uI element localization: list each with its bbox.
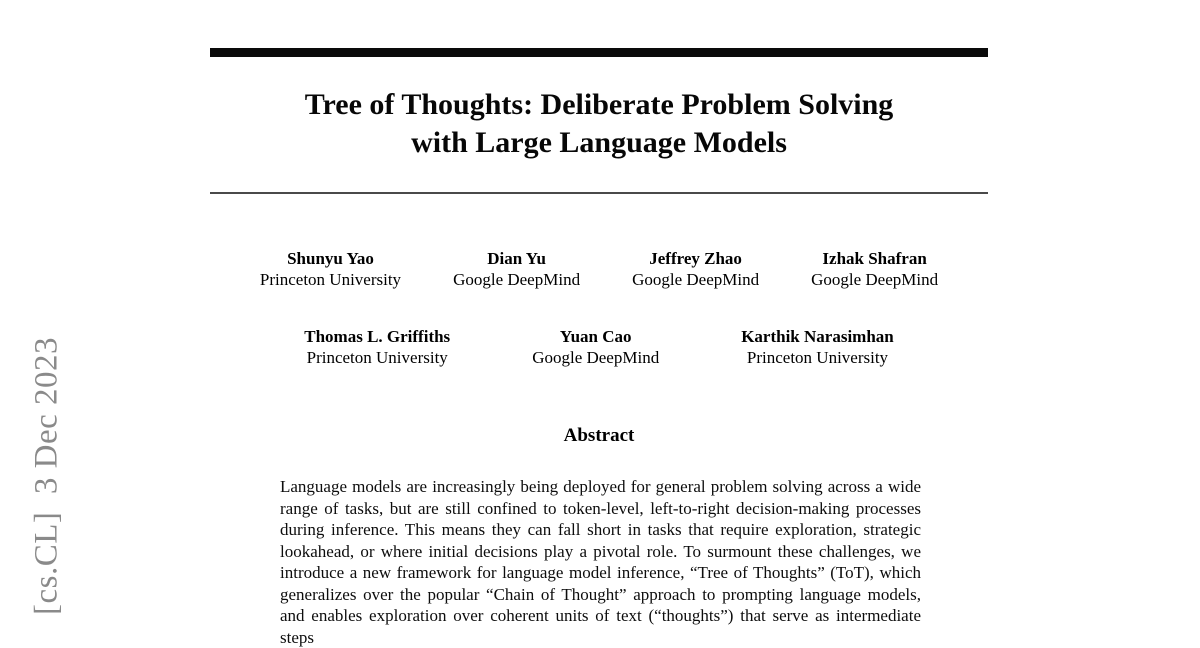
- author-affiliation: Google DeepMind: [811, 270, 939, 289]
- author-block-karthik-narasimhan: [741, 326, 894, 368]
- arxiv-stamp: [cs.CL] 3 Dec 2023: [28, 336, 65, 616]
- author-affiliation: Google DeepMind: [632, 270, 760, 289]
- author-block-dian-yu: [453, 248, 580, 290]
- author-affiliation: Google DeepMind: [453, 270, 581, 289]
- author-name: Jeffrey Zhao: [649, 249, 742, 268]
- author-name: Thomas L. Griffiths: [304, 327, 451, 346]
- author-affiliation: Google DeepMind: [532, 348, 660, 367]
- authors-row-2: [210, 326, 988, 368]
- author-block-jeffrey-zhao: [632, 248, 759, 290]
- author-affiliation: Princeton University: [746, 348, 889, 367]
- authors-row-1: [210, 248, 988, 290]
- author-block-thomas-griffiths: [304, 326, 450, 368]
- author-name: Yuan Cao: [559, 327, 632, 346]
- title-divider-rule: [210, 192, 988, 194]
- abstract-text: Language models are increasingly being deployed for general problem solving across a wide range of tasks, but are still confined to token-level, left-to-right decision-making processes during inference. This means they can fall short in tasks that require exploration, strategic lookahead, or where initial decisions play a pivotal role. To surmount these challenges, we introduce a new framework for language model inference, “Tree of Thoughts” (ToT), which generalizes over the popular “Chain of Thought” approach to prompting language models, and enables exploration over coherent units of text (“thoughts”) that serve as intermediate steps: [280, 477, 921, 647]
- author-affiliation: Princeton University: [306, 348, 448, 367]
- author-block-izhak-shafran: [811, 248, 938, 290]
- paper-title-line-1: Tree of Thoughts: Deliberate Problem Solving: [304, 88, 894, 121]
- paper-title-line-2: with Large Language Models: [411, 126, 787, 159]
- author-block-yuan-cao: [532, 326, 659, 368]
- author-name: Shunyu Yao: [287, 249, 374, 268]
- top-rule: [210, 48, 988, 57]
- abstract-heading: Abstract: [563, 425, 635, 446]
- author-name: Izhak Shafran: [822, 249, 927, 268]
- paper-title: [210, 86, 988, 162]
- author-block-shunyu-yao: [260, 248, 401, 290]
- author-affiliation: Princeton University: [259, 270, 402, 289]
- author-name: Dian Yu: [487, 249, 546, 268]
- author-name: Karthik Narasimhan: [741, 327, 894, 346]
